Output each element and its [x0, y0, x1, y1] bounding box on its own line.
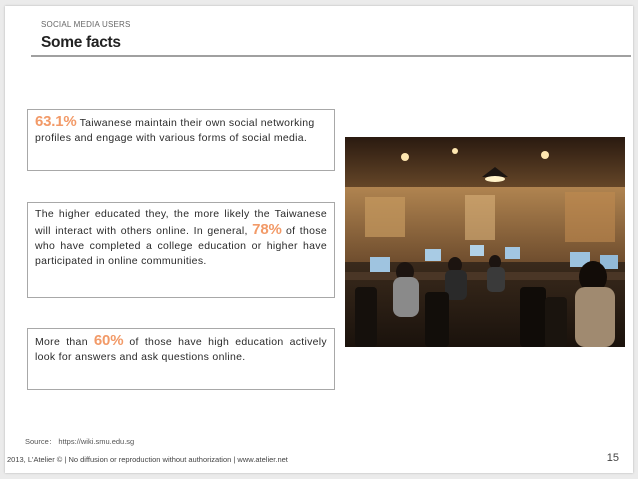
- source-citation: Source： https://wiki.smu.edu.sg: [25, 437, 135, 446]
- fact-text: [35, 333, 327, 365]
- fact-highlight-percent: 60%: [93, 332, 124, 349]
- fact-box-social-profiles: [27, 109, 335, 171]
- fact-highlight-percent: 63.1%: [35, 113, 77, 130]
- photo-illustration: [345, 137, 625, 347]
- fact-body: Taiwanese maintain their own social networking profiles and engage with various forms of social media.: [35, 117, 315, 144]
- fact-box-online-communities: [27, 202, 335, 298]
- fact-box-ask-questions: [27, 328, 335, 390]
- fact-body: of those who have completed a college education or higher have participated in online communities.: [35, 225, 327, 267]
- fact-text: [35, 207, 327, 269]
- title-divider: [31, 55, 631, 57]
- page-number: 15: [606, 452, 619, 464]
- fact-body-lead: More than: [35, 336, 94, 348]
- internet-cafe-photo: [345, 137, 625, 347]
- section-kicker: SOCIAL MEDIA USERS: [41, 20, 131, 29]
- fact-body: of those have high education actively look for answers and ask questions online.: [35, 336, 327, 363]
- fact-highlight-percent: 78%: [252, 221, 282, 238]
- fact-text: [35, 114, 327, 146]
- footer-legal: 2013, L'Atelier © | No diffusion or reproduction without authorization | www.atelier.net: [7, 455, 288, 464]
- slide-title: Some facts: [41, 34, 121, 51]
- fact-body-lead: The higher educated they, the more likely the Taiwanese will interact with others online. In general,: [35, 208, 327, 237]
- slide: [5, 6, 633, 473]
